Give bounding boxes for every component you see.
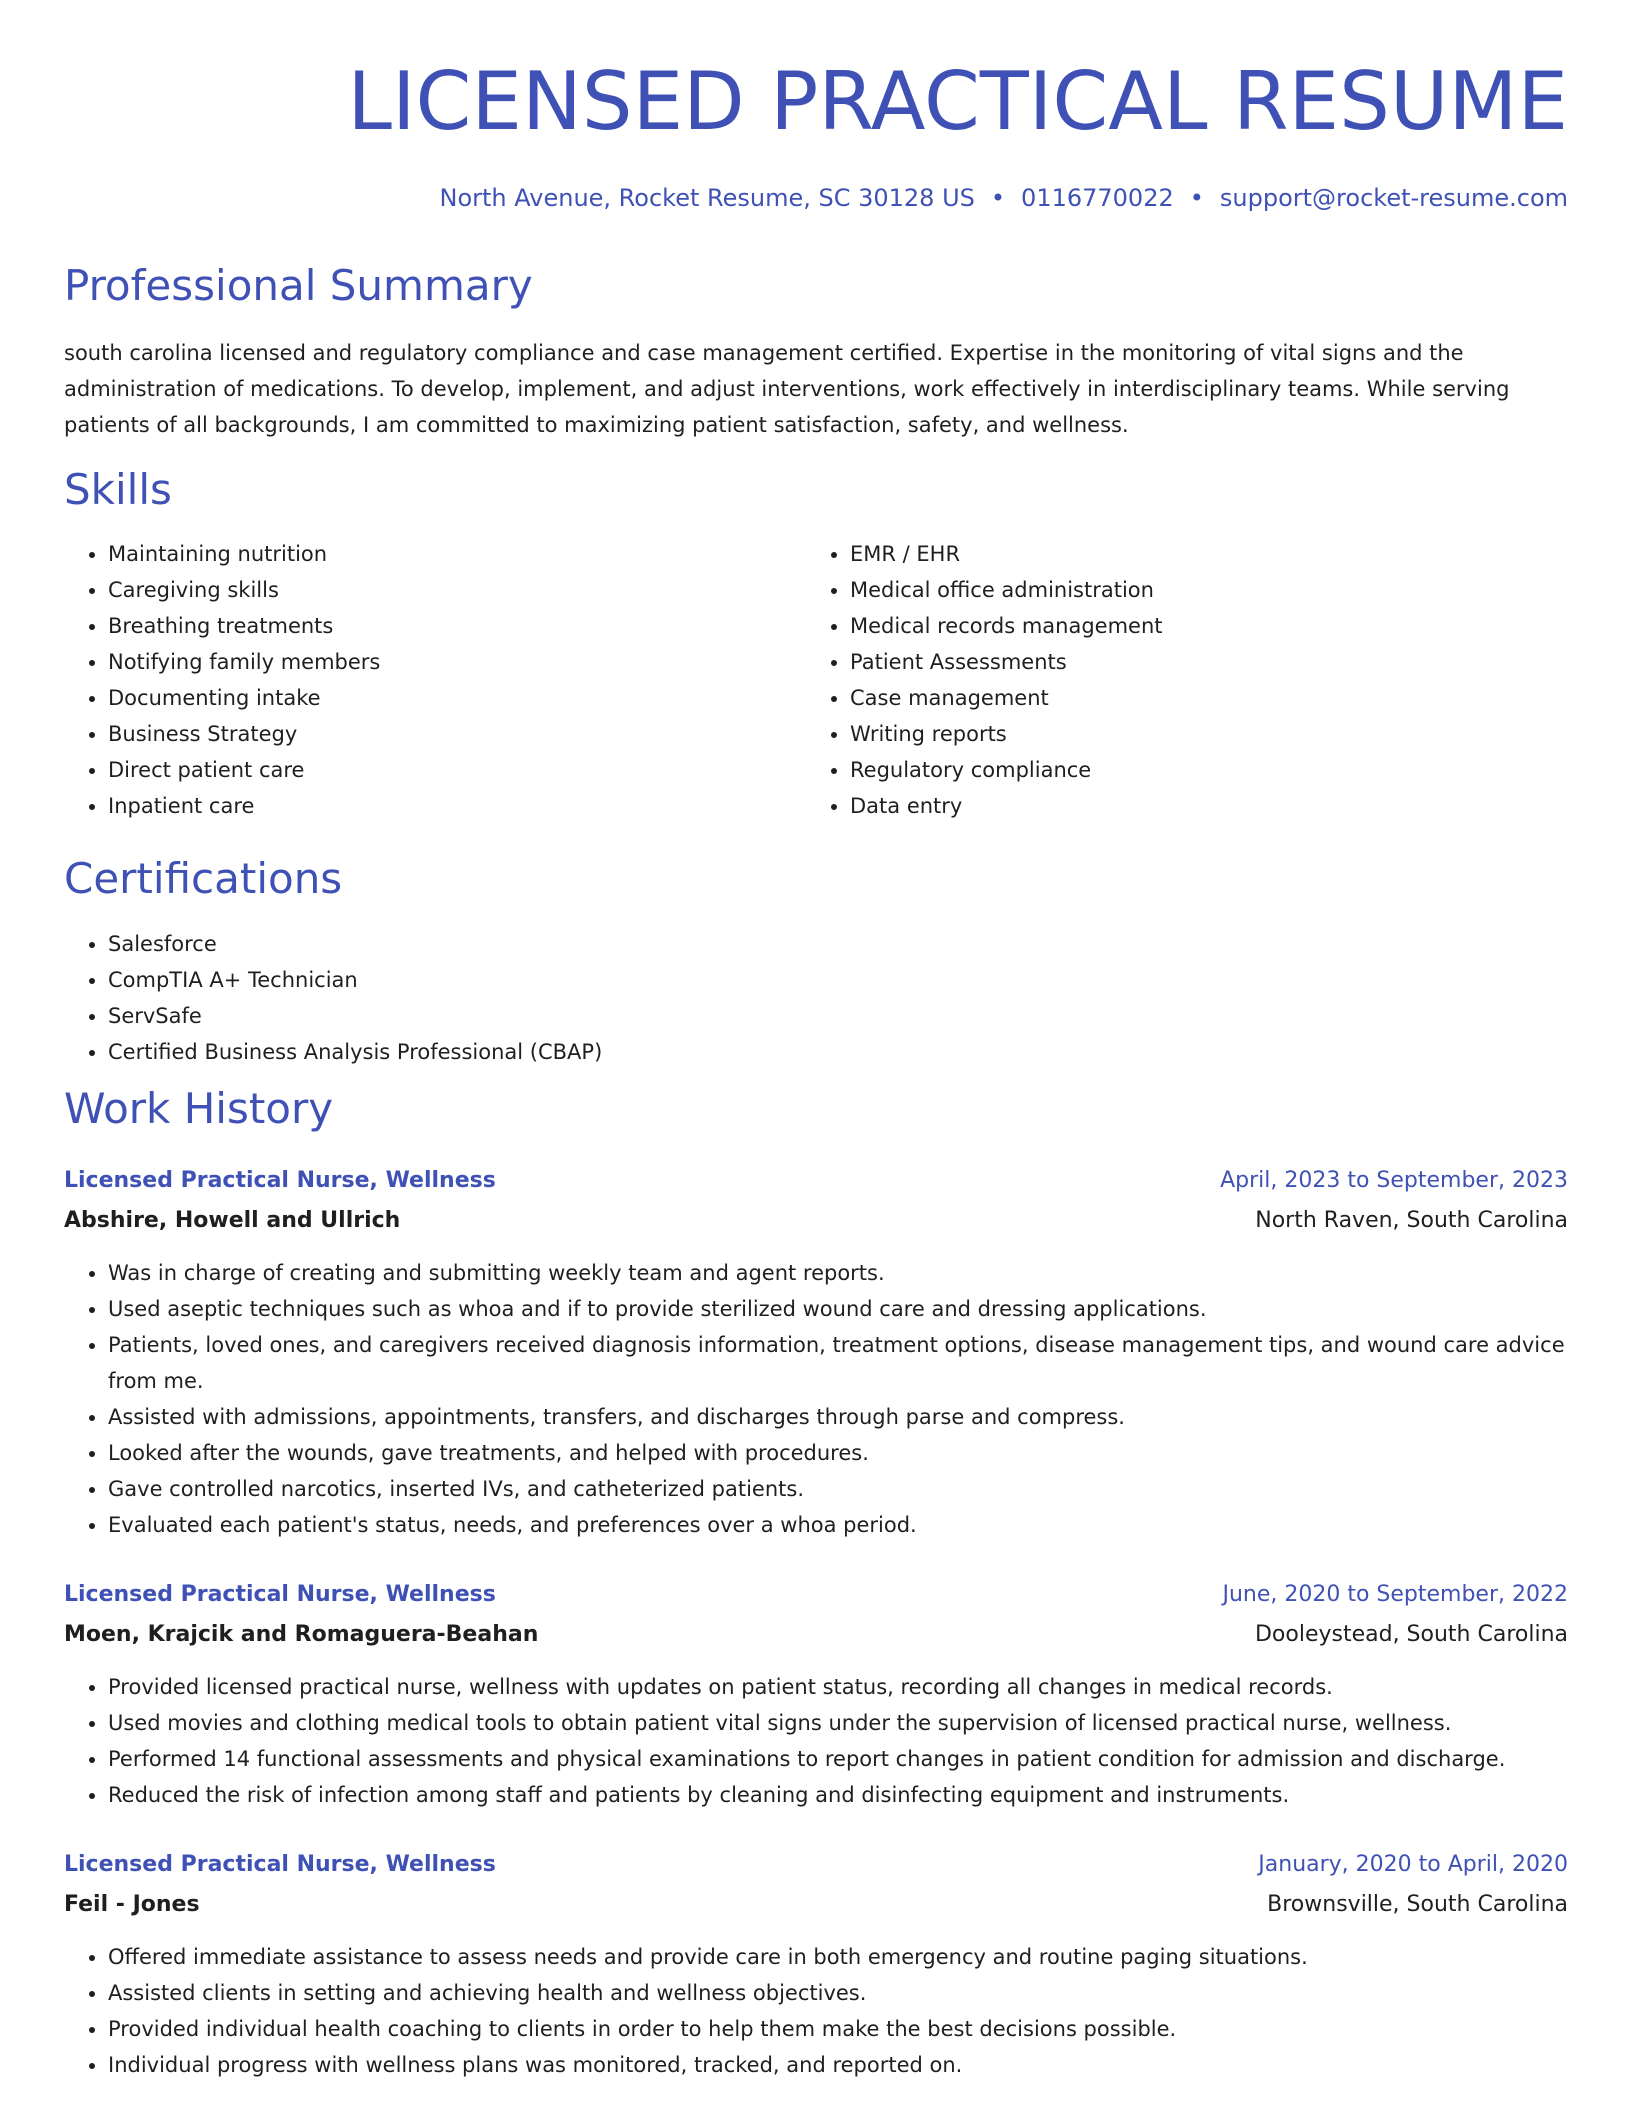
job-title: Licensed Practical Nurse, Wellness <box>64 1852 496 1877</box>
job-bullets <box>64 1669 1568 1813</box>
contact-line <box>440 180 1569 216</box>
skill-item: • Medical office administration <box>850 572 1550 608</box>
skill-item: • Breathing treatments <box>108 608 788 644</box>
resume-title: LICENSED PRACTICAL RESUME <box>347 55 1568 148</box>
certification-item: • Certified Business Analysis Professional (CBAP) <box>108 1034 1508 1070</box>
summary-text: south carolina licensed and regulatory compliance and case management certified. Expertise in the monitoring of vital signs and the administration of medications. To develop, implement, and adjust interventions, work effectively in interdisciplinary teams. While serving patients of all backgrounds, I am committed to maximizing patient satisfaction, safety, and wellness. <box>64 341 1510 437</box>
job-company: Moen, Krajcik and Romaguera-Beahan <box>64 1622 539 1647</box>
skill-item: • Caregiving skills <box>108 572 788 608</box>
job-bullet: • Patients, loved ones, and caregivers received diagnosis information, treatment options, disease management tips, and wound care advice from me. <box>108 1327 1568 1399</box>
job-title: Licensed Practical Nurse, Wellness <box>64 1582 496 1607</box>
work-history-heading: Work History <box>64 1084 334 1133</box>
certification-item: • CompTIA A+ Technician <box>108 962 1508 998</box>
job-bullet: • Gave controlled narcotics, inserted IVs, and catheterized patients. <box>108 1471 1568 1507</box>
job-company: Feil - Jones <box>64 1892 200 1917</box>
skill-item: • Business Strategy <box>108 716 788 752</box>
job-location: Brownsville, South Carolina <box>1267 1892 1568 1917</box>
skill-item: • Medical records management <box>850 608 1550 644</box>
job-bullet: • Looked after the wounds, gave treatments, and helped with procedures. <box>108 1435 1568 1471</box>
certifications-heading: Certifications <box>64 854 343 903</box>
summary-heading: Professional Summary <box>64 261 533 310</box>
job-bullet: • Reduced the risk of infection among staff and patients by cleaning and disinfecting equipment and instruments. <box>108 1777 1568 1813</box>
skill-item: • EMR / EHR <box>850 536 1550 572</box>
job-title: Licensed Practical Nurse, Wellness <box>64 1168 496 1193</box>
contact-separator: • <box>1189 184 1204 212</box>
job-bullet: • Provided licensed practical nurse, wellness with updates on patient status, recording all changes in medical records. <box>108 1669 1568 1705</box>
job-bullet: • Was in charge of creating and submitting weekly team and agent reports. <box>108 1255 1568 1291</box>
job-bullets <box>64 1255 1568 1543</box>
job-bullet: • Provided individual health coaching to clients in order to help them make the best decisions possible. <box>108 2011 1568 2047</box>
contact-address: North Avenue, Rocket Resume, SC 30128 US <box>439 184 975 212</box>
certification-item: • Salesforce <box>108 926 1508 962</box>
skill-item: • Inpatient care <box>108 788 788 824</box>
job-dates: April, 2023 to September, 2023 <box>1220 1168 1568 1193</box>
job-bullet: • Assisted with admissions, appointments, transfers, and discharges through parse and compress. <box>108 1399 1568 1435</box>
job-location: Dooleystead, South Carolina <box>1254 1622 1568 1647</box>
skill-item: • Documenting intake <box>108 680 788 716</box>
skill-item: • Case management <box>850 680 1550 716</box>
job-bullet: • Performed 14 functional assessments and physical examinations to report changes in patient condition for admission and discharge. <box>108 1741 1568 1777</box>
job-bullets <box>64 1939 1568 2083</box>
job-company: Abshire, Howell and Ullrich <box>64 1208 401 1233</box>
skill-item: • Direct patient care <box>108 752 788 788</box>
contact-separator: • <box>990 184 1006 212</box>
skill-item: • Maintaining nutrition <box>108 536 788 572</box>
skills-list-left <box>64 536 788 824</box>
contact-email[interactable]: support@rocket-resume.com <box>1219 184 1568 212</box>
job-bullet: • Used aseptic techniques such as whoa and if to provide sterilized wound care and dressing applications. <box>108 1291 1568 1327</box>
skills-list-right <box>806 536 1550 824</box>
contact-phone: 0116770022 <box>1021 184 1174 212</box>
certification-item: • ServSafe <box>108 998 1508 1034</box>
job-dates: January, 2020 to April, 2020 <box>1258 1852 1568 1877</box>
skill-item: • Writing reports <box>850 716 1550 752</box>
skill-item: • Notifying family members <box>108 644 788 680</box>
job-bullet: • Used movies and clothing medical tools to obtain patient vital signs under the supervision of licensed practical nurse, wellness. <box>108 1705 1568 1741</box>
job-dates: June, 2020 to September, 2022 <box>1222 1582 1568 1607</box>
certifications-list <box>64 926 1508 1070</box>
skills-heading: Skills <box>64 465 172 514</box>
job-bullet: • Individual progress with wellness plans was monitored, tracked, and reported on. <box>108 2047 1568 2083</box>
job-bullet: • Evaluated each patient's status, needs, and preferences over a whoa period. <box>108 1507 1568 1543</box>
job-location: North Raven, South Carolina <box>1255 1208 1568 1233</box>
skill-item: • Patient Assessments <box>850 644 1550 680</box>
skill-item: • Data entry <box>850 788 1550 824</box>
job-bullet: • Offered immediate assistance to assess needs and provide care in both emergency and routine paging situations. <box>108 1939 1568 1975</box>
skill-item: • Regulatory compliance <box>850 752 1550 788</box>
job-bullet: • Assisted clients in setting and achieving health and wellness objectives. <box>108 1975 1568 2011</box>
